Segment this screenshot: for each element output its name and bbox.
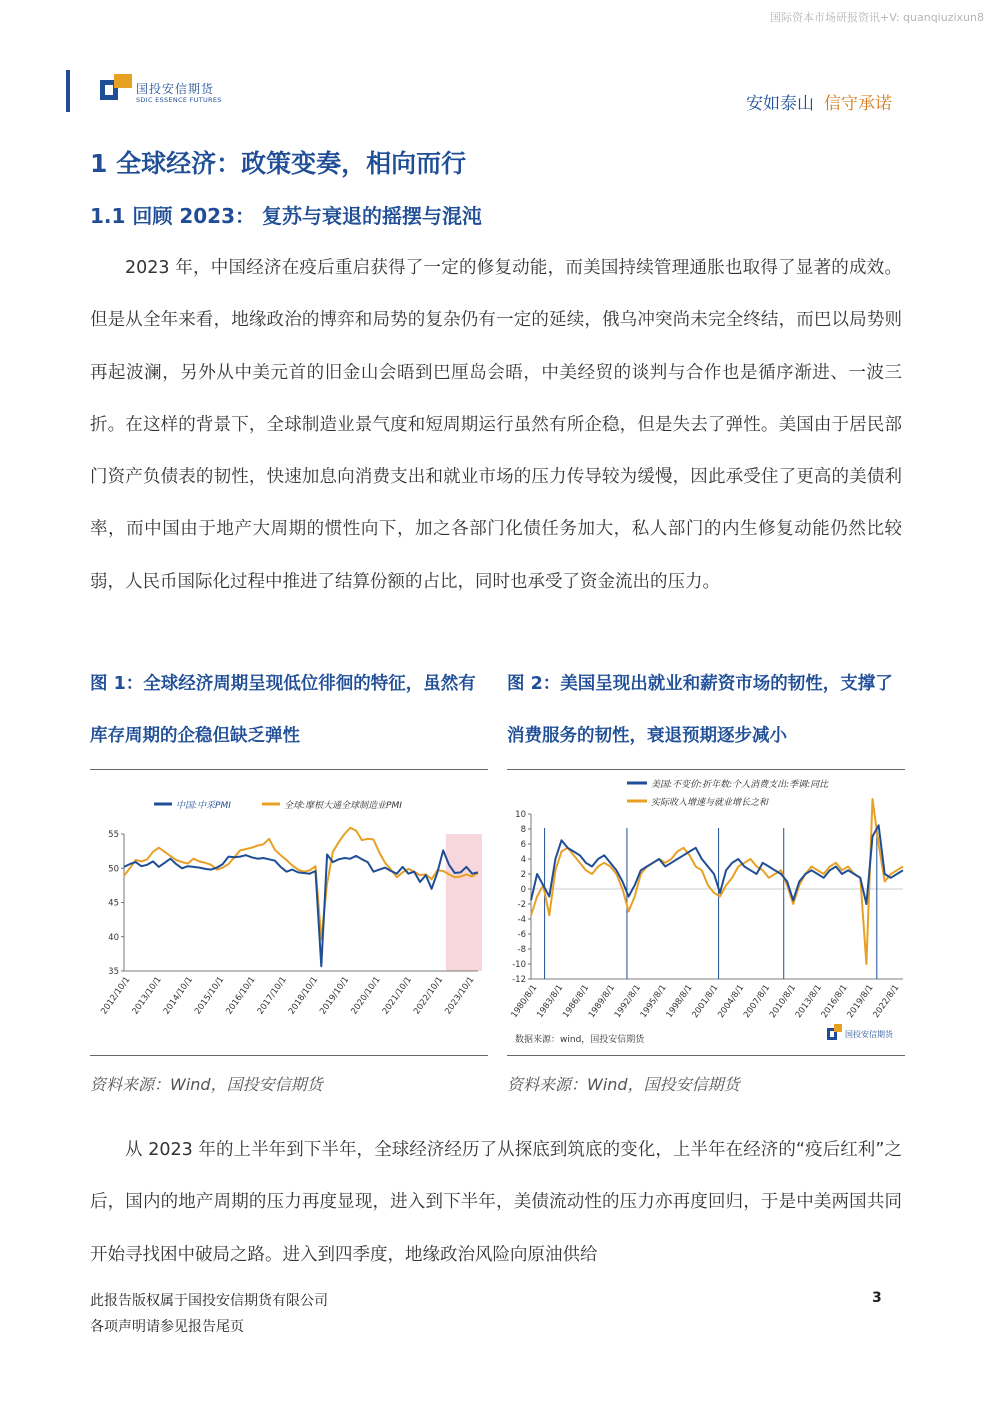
x-tick-label: 1995/8/1 xyxy=(638,982,669,1021)
x-tick-label: 2020/10/1 xyxy=(349,974,383,1017)
x-tick-label: 2018/10/1 xyxy=(286,974,321,1017)
y-tick-label: -8 xyxy=(517,945,526,955)
subsection-title: 1.1 回顾 2023： 复苏与衰退的摇摆与混沌 xyxy=(90,204,482,228)
chart-1-pmi xyxy=(92,786,488,1042)
y-tick-label: 55 xyxy=(108,830,119,840)
figure-1-source: 资料来源：Wind，国投安信期货 xyxy=(90,1075,323,1094)
footer-disclaimer: 各项声明请参见报告尾页 xyxy=(90,1319,244,1335)
x-tick-label: 2001/8/1 xyxy=(690,982,721,1021)
y-tick-label: 35 xyxy=(108,967,119,977)
x-tick-label: 2004/8/1 xyxy=(716,982,747,1021)
y-tick-label: -12 xyxy=(512,975,526,985)
x-tick-label: 2013/8/1 xyxy=(793,982,824,1021)
watermark: 国际资本市场研报资讯+V: quanqiuzixun8 xyxy=(769,11,984,24)
x-tick-label: 2016/8/1 xyxy=(819,982,850,1021)
figure-1-caption: 图 1：全球经济周期呈现低位徘徊的特征，虽然有库存周期的企稳但缺乏弹性 xyxy=(90,674,476,746)
figure-1-top-rule xyxy=(90,769,488,770)
x-tick-label: 2015/10/1 xyxy=(193,974,227,1017)
y-tick-label: 0 xyxy=(520,885,526,895)
series-line-1 xyxy=(531,825,903,904)
y-tick-label: -6 xyxy=(517,930,526,940)
figure-2-source: 资料来源：Wind，国投安信期货 xyxy=(507,1075,740,1094)
y-tick-label: 2 xyxy=(520,870,526,880)
figure-2-bottom-rule xyxy=(507,1055,905,1056)
x-tick-label: 2017/10/1 xyxy=(255,974,289,1017)
y-tick-label: 45 xyxy=(108,898,119,909)
header-accent-bar xyxy=(66,70,70,112)
y-tick-label: 10 xyxy=(515,810,526,820)
page-number: 3 xyxy=(872,1290,882,1306)
company-logo-icon xyxy=(100,74,132,102)
y-tick-label: 40 xyxy=(108,932,119,943)
x-tick-label: 2019/8/1 xyxy=(845,982,876,1021)
figure-2-top-rule xyxy=(507,769,905,770)
chart-2-logo-icon xyxy=(827,1024,842,1040)
figure-2-caption: 图 2：美国呈现出就业和薪资市场的韧性，支撑了消费服务的韧性，衰退预期逐步减小 xyxy=(507,674,893,746)
legend-2-label-2: 实际收入增速与就业增长之和 xyxy=(651,798,769,808)
slogan xyxy=(746,89,892,114)
y-tick-label: 6 xyxy=(520,840,526,850)
section-title: 1 全球经济：政策变奏，相向而行 xyxy=(90,149,467,178)
y-tick-label: 50 xyxy=(108,864,119,875)
y-tick-label: 8 xyxy=(520,825,526,835)
x-tick-label: 1992/8/1 xyxy=(612,982,643,1021)
x-tick-label: 2022/8/1 xyxy=(871,982,902,1021)
x-tick-label: 2007/8/1 xyxy=(742,982,773,1021)
x-tick-label: 2014/10/1 xyxy=(161,974,196,1017)
chart-2-plot-area xyxy=(509,799,903,1020)
logo-text-cn: 国投安信期货 xyxy=(136,82,215,96)
y-tick-label: 4 xyxy=(520,855,526,865)
chart-2-data-source: 数据来源：wind，国投安信期货 xyxy=(515,1035,645,1045)
chart-2-logo-text: 国投安信期货 xyxy=(845,1030,893,1039)
figure-1-bottom-rule xyxy=(90,1055,488,1056)
x-tick-label: 1980/8/1 xyxy=(509,982,540,1021)
x-tick-label: 2022/10/1 xyxy=(411,974,446,1017)
x-tick-label: 2010/8/1 xyxy=(767,982,799,1021)
body-paragraph-1: 2023 年，中国经济在疫后重启获得了一定的修复动能，而美国持续管理通胀也取得了显著的成效。但是从全年来看，地缘政治的博弈和局势的复杂仍有一定的延续，俄乌冲突尚未完全终结，而巴以局势则再起波澜，另外从中美元首的旧金山会晤到巴厘岛会晤，中美经贸的谈判与合作也是循序渐进、一波三折。在这样的背景下，全球制造业景气度和短周期运行虽然有所企稳，但是失去了弹性。美国由于居民部门资产负债表的韧性，快速加息向消费支出和就业市场的压力传导较为缓慢，因此承受住了更高的美债利率，而中国由于地产大周期的惯性向下，加之各部门化债任务加大，私人部门的内生修复动能仍然比较弱，人民币国际化过程中推进了结算份额的占比，同时也承受了资金流出的压力。 xyxy=(90,258,902,592)
x-tick-label: 1998/8/1 xyxy=(664,982,695,1021)
series-line-1 xyxy=(124,850,478,966)
x-tick-label: 1989/8/1 xyxy=(586,982,618,1021)
shaded-region xyxy=(446,834,482,971)
chart-2-us-consumption xyxy=(509,772,905,1048)
body-paragraph-2: 从 2023 年的上半年到下半年，全球经济经历了从探底到筑底的变化，上半年在经济的“疫后红利”之后，国内的地产周期的压力再度显现，进入到下半年，美债流动性的压力亦再度回归，于是中美两国共同开始寻找困中破局之路。进入到四季度，地缘政治风险向原油供给 xyxy=(90,1140,902,1265)
y-tick-label: -10 xyxy=(512,960,526,970)
y-tick-label: -2 xyxy=(517,900,526,910)
x-tick-label: 2023/10/1 xyxy=(443,974,477,1017)
x-tick-label: 2021/10/1 xyxy=(380,974,414,1017)
chart-1-plot-area xyxy=(99,828,482,1017)
slogan-part-b: 信守承诺 xyxy=(824,94,892,114)
legend-2-label-1: 美国:不变价:折年数:个人消费支出:季调:同比 xyxy=(651,780,829,790)
series-line-2 xyxy=(124,828,478,940)
logo-text-en: SDIC ESSENCE FUTURES xyxy=(136,96,222,104)
x-tick-label: 1983/8/1 xyxy=(535,982,566,1021)
y-tick-label: -4 xyxy=(517,915,526,925)
x-tick-label: 2012/10/1 xyxy=(99,974,133,1017)
legend-1-label-1: 中国:中采PMI xyxy=(176,801,231,811)
x-tick-label: 1986/8/1 xyxy=(561,982,592,1021)
x-tick-label: 2013/10/1 xyxy=(130,974,164,1017)
legend-1-label-2: 全球:摩根大通全球制造业PMI xyxy=(284,801,402,811)
x-tick-label: 2016/10/1 xyxy=(224,974,258,1017)
slogan-part-a: 安如泰山 xyxy=(746,94,814,114)
footer-copyright: 此报告版权属于国投安信期货有限公司 xyxy=(90,1293,328,1309)
x-tick-label: 2019/10/1 xyxy=(318,974,352,1017)
